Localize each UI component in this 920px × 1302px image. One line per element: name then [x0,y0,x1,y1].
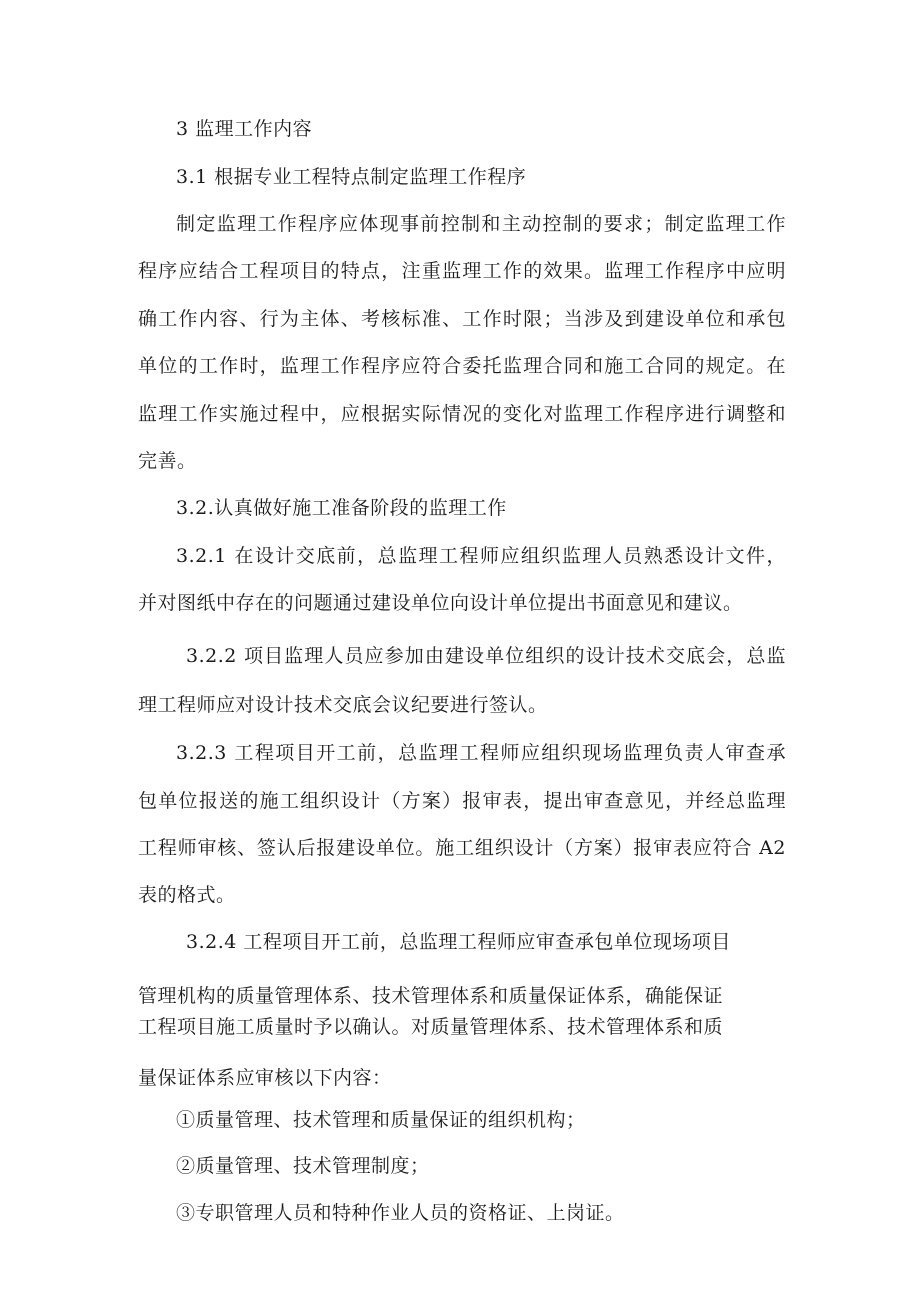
paragraph-line: 并对图纸中存在的问题通过建设单位向设计单位提出书面意见和建议。 [138,592,743,614]
list-item: ①质量管理、技术管理和质量保证的组织机构； [176,1109,586,1131]
paragraph-line: 3.2.3 工程项目开工前，总监理工程师应组织现场监理负责人审查承 [176,742,786,764]
paragraph-line: 3.2.4 工程项目开工前，总监理工程师应审查承包单位现场项目 [186,931,731,953]
paragraph-line: 理工程师应对设计技术交底会议纪要进行签认。 [138,694,548,716]
paragraph-line: 管理机构的质量管理体系、技术管理体系和质量保证体系，确能保证 [138,985,724,1007]
paragraph-line: 程序应结合工程项目的特点，注重监理工作的效果。监理工作程序中应明 [138,260,786,282]
section-heading-3-1: 3.1 根据专业工程特点制定监理工作程序 [176,166,527,188]
list-item: ③专职管理人员和特种作业人员的资格证、上岗证。 [176,1202,625,1224]
paragraph-line: 表的格式。 [138,884,236,906]
section-heading-3-2: 3.2.认真做好施工准备阶段的监理工作 [176,497,507,519]
paragraph-line: 包单位报送的施工组织设计（方案）报审表，提出审查意见，并经总监理 [138,790,786,812]
paragraph-line: 3.2.2 项目监理人员应参加由建设单位组织的设计技术交底会，总监 [186,645,786,667]
paragraph-line: 3.2.1 在设计交底前，总监理工程师应组织监理人员熟悉设计文件， [176,545,786,567]
paragraph-line: 单位的工作时，监理工作程序应符合委托监理合同和施工合同的规定。在 [138,355,786,377]
paragraph-line: 工程项目施工质量时予以确认。对质量管理体系、技术管理体系和质 [138,1016,724,1038]
paragraph-line: 制定监理工作程序应体现事前控制和主动控制的要求；制定监理工作 [176,213,786,235]
paragraph-line: 工程师审核、签认后报建设单位。施工组织设计（方案）报审表应符合 A2 [138,837,786,859]
paragraph-line: 完善。 [138,450,197,472]
list-item: ②质量管理、技术管理制度； [176,1155,430,1177]
paragraph-line: 确工作内容、行为主体、考核标准、工作时限；当涉及到建设单位和承包 [138,308,786,330]
paragraph-line: 量保证体系应审核以下内容： [138,1067,392,1089]
paragraph-line: 监理工作实施过程中，应根据实际情况的变化对监理工作程序进行调整和 [138,403,786,425]
section-heading-3: 3 监理工作内容 [176,118,313,140]
